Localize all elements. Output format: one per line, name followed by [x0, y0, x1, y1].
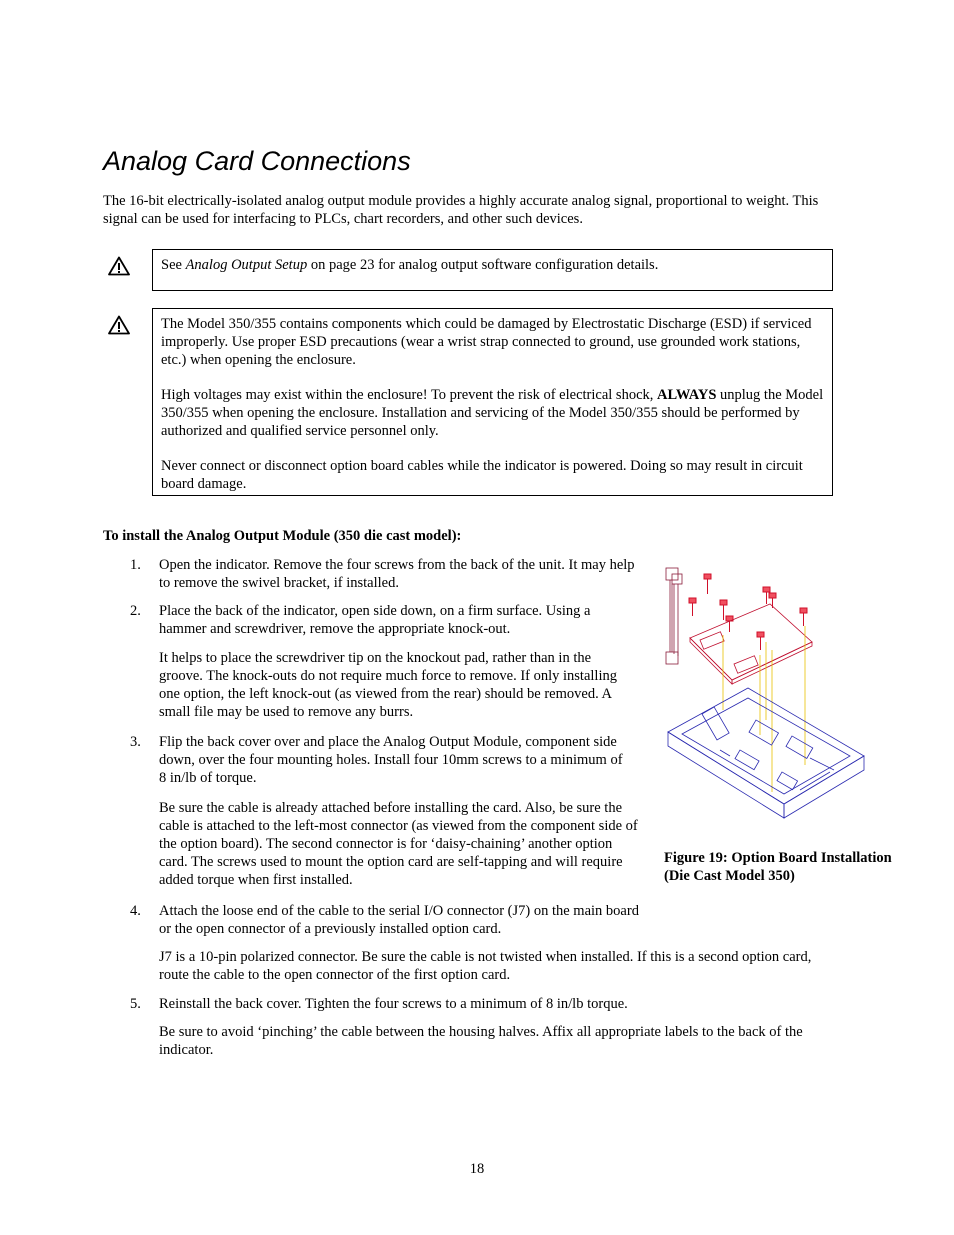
step-text: Attach the loose end of the cable to the serial I/O connector (J7) on the main board or the open connector of a previously installed option card.: [159, 903, 639, 937]
option-board-installation-figure: [660, 560, 875, 830]
step-number: 3.: [130, 734, 141, 750]
note-box-software-setup: [152, 249, 833, 291]
page-number: 18: [469, 1161, 485, 1177]
procedure-title: To install the Analog Output Module (350 die cast model):: [103, 528, 462, 544]
note-text-pre: See: [161, 257, 186, 273]
step-detail: Be sure the cable is already attached before installing the card. Also, be sure the cable is attached to the left-most connector (as viewed from the component side of the option board). The second connector is for ‘daisy-chaining’ another option card. The screws used to mount the option card are self-tapping and will require added torque when first installed.: [159, 800, 638, 888]
page-title: Analog Card Connections: [103, 146, 411, 176]
hv-text-pre: High voltages may exist within the enclosure! To prevent the risk of electrical shock,: [161, 387, 658, 403]
step-number: 1.: [130, 557, 141, 573]
note-box-esd-warning: [152, 308, 833, 496]
hv-text-bold: ALWAYS: [657, 387, 717, 403]
note-reference-link: Analog Output Setup: [185, 257, 308, 273]
warning-icon: [108, 256, 130, 276]
step-text: Reinstall the back cover. Tighten the four screws to a minimum of 8 in/lb torque.: [159, 996, 628, 1012]
esd-paragraph: The Model 350/355 contains components which could be damaged by Electrostatic Discharge (ESD) if serviced improperly. Use proper ESD precautions (wear a wrist strap connected to ground, use grounded work stations, etc.) when opening the enclosure.: [161, 316, 812, 368]
step-text: Place the back of the indicator, open side down, on a firm surface. Using a hammer and screwdriver, remove the appropriate knock-out.: [159, 603, 591, 637]
step-number: 2.: [130, 603, 141, 619]
step-detail: It helps to place the screwdriver tip on the knockout pad, rather than in the groove. The knock-outs do not require much force to remove. If only installing one option, the left knock-out (as viewed from the rear) should be removed. A small file may be used to remove any burrs.: [159, 650, 617, 720]
step-detail: J7 is a 10-pin polarized connector. Be sure the cable is not twisted when installed. If this is a second option card, route the cable to the open connector of the first option card.: [159, 949, 812, 983]
note-text-post: on page 23 for analog output software configuration details.: [307, 257, 659, 273]
figure-caption: Figure 19: Option Board Installation (Die Cast Model 350): [664, 850, 892, 884]
high-voltage-paragraph: [161, 386, 824, 440]
cable-warning-paragraph: Never connect or disconnect option board cables while the indicator is powered. Doing so may result in circuit board damage.: [161, 458, 803, 492]
step-text: Flip the back cover over and place the Analog Output Module, component side down, over the four mounting holes. Install four 10mm screws to a minimum of 8 in/lb of torque.: [159, 734, 623, 786]
intro-paragraph: The 16-bit electrically-isolated analog output module provides a highly accurate analog signal, proportional to weight. This signal can be used for interfacing to PLCs, chart recorders, and other such devices.: [103, 193, 819, 227]
step-text: Open the indicator. Remove the four screws from the back of the unit. It may help to remove the swivel bracket, if installed.: [159, 557, 635, 591]
warning-icon: [108, 315, 130, 335]
hv-text-post: unplug the Model 350/355 when opening the enclosure. Installation and servicing of the Model 350/355 should be performed by authorized and qualified service personnel only.: [161, 387, 824, 439]
step-detail: Be sure to avoid ‘pinching’ the cable between the housing halves. Affix all appropriate labels to the back of the indicator.: [159, 1024, 803, 1058]
step-number: 5.: [130, 996, 141, 1012]
step-number: 4.: [130, 903, 141, 919]
